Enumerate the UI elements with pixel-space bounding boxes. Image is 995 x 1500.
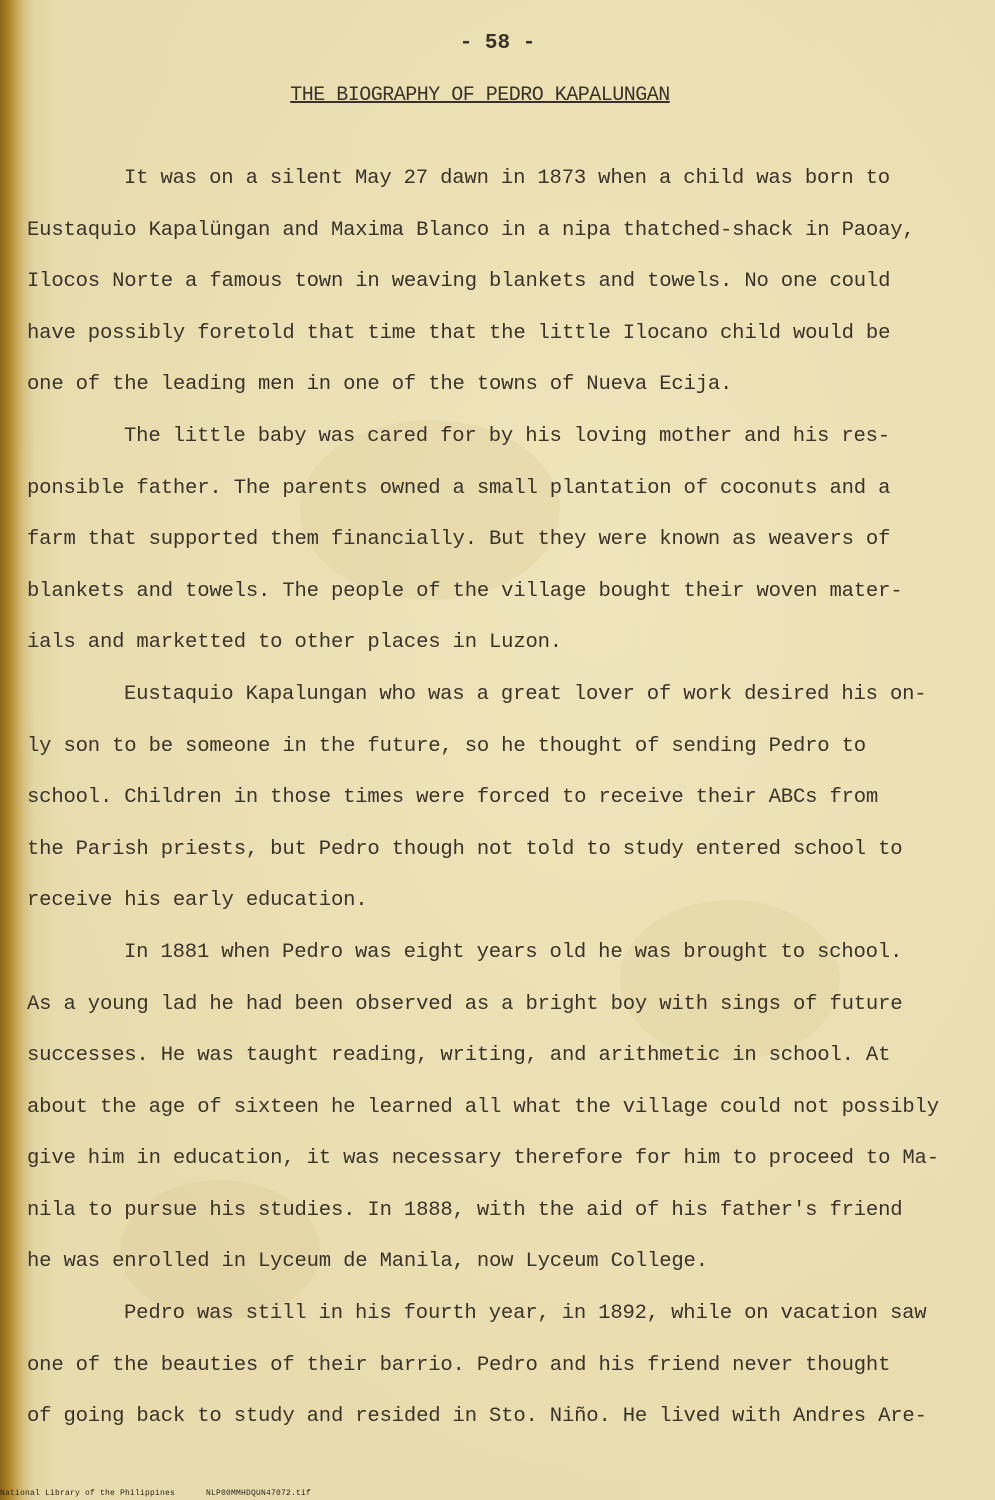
text-line: ly son to be someone in the future, so he thought of sending Pedro to <box>27 734 866 758</box>
text-line: Ilocos Norte a famous town in weaving blankets and towels. No one could <box>27 270 891 294</box>
text-line: In 1881 when Pedro was eight years old he was brought to school. <box>124 940 903 964</box>
text-line: school. Children in those times were forced to receive their ABCs from <box>27 786 879 810</box>
text-line: about the age of sixteen he learned all what the village could not possibly <box>27 1095 939 1119</box>
text-line: successes. He was taught reading, writing, and arithmetic in school. At <box>27 1044 891 1068</box>
text-line: Eustaquio Kapalungan who was a great lover of work desired his on- <box>124 682 927 706</box>
text-line: nila to pursue his studies. In 1888, with the aid of his father's friend <box>27 1198 903 1222</box>
text-line: receive his early education. <box>27 889 368 913</box>
text-line: give him in education, it was necessary therefore for him to proceed to Ma- <box>27 1147 939 1171</box>
text-line: of going back to study and resided in Sto. Niño. He lived with Andres Are- <box>27 1405 927 1429</box>
text-line: have possibly foretold that time that the little Ilocano child would be <box>27 321 891 345</box>
text-line: The little baby was cared for by his loving mother and his res- <box>124 424 890 448</box>
text-line: ponsible father. The parents owned a small plantation of coconuts and a <box>27 476 891 500</box>
text-line: farm that supported them financially. But they were known as weavers of <box>27 528 891 552</box>
footer-filename: NLP00MMHDQUN47072.tif <box>206 1489 312 1498</box>
text-line: blankets and towels. The people of the village bought their woven mater- <box>27 579 903 603</box>
body-text <box>27 153 977 1443</box>
text-line: Eustaquio Kapalüngan and Maxima Blanco in a nipa thatched-shack in Paoay, <box>27 218 915 242</box>
scan-footer <box>0 1489 311 1498</box>
text-line: he was enrolled in Lyceum de Manila, now Lyceum College. <box>27 1250 708 1274</box>
document-title: THE BIOGRAPHY OF PEDRO KAPALUNGAN <box>290 84 670 107</box>
text-line: Pedro was still in his fourth year, in 1892, while on vacation saw <box>124 1302 927 1326</box>
text-line: As a young lad he had been observed as a bright boy with sings of future <box>27 992 903 1016</box>
text-line: It was on a silent May 27 dawn in 1873 when a child was born to <box>124 167 890 190</box>
text-line: the Parish priests, but Pedro though not told to study entered school to <box>27 837 903 861</box>
text-line: one of the leading men in one of the towns of Nueva Ecija. <box>27 373 733 397</box>
text-line: ials and marketted to other places in Luzon. <box>27 631 562 655</box>
page-number: - 58 - <box>459 32 536 55</box>
text-line: one of the beauties of their barrio. Pedro and his friend never thought <box>27 1353 891 1377</box>
footer-library: National Library of the Philippines <box>0 1489 176 1498</box>
